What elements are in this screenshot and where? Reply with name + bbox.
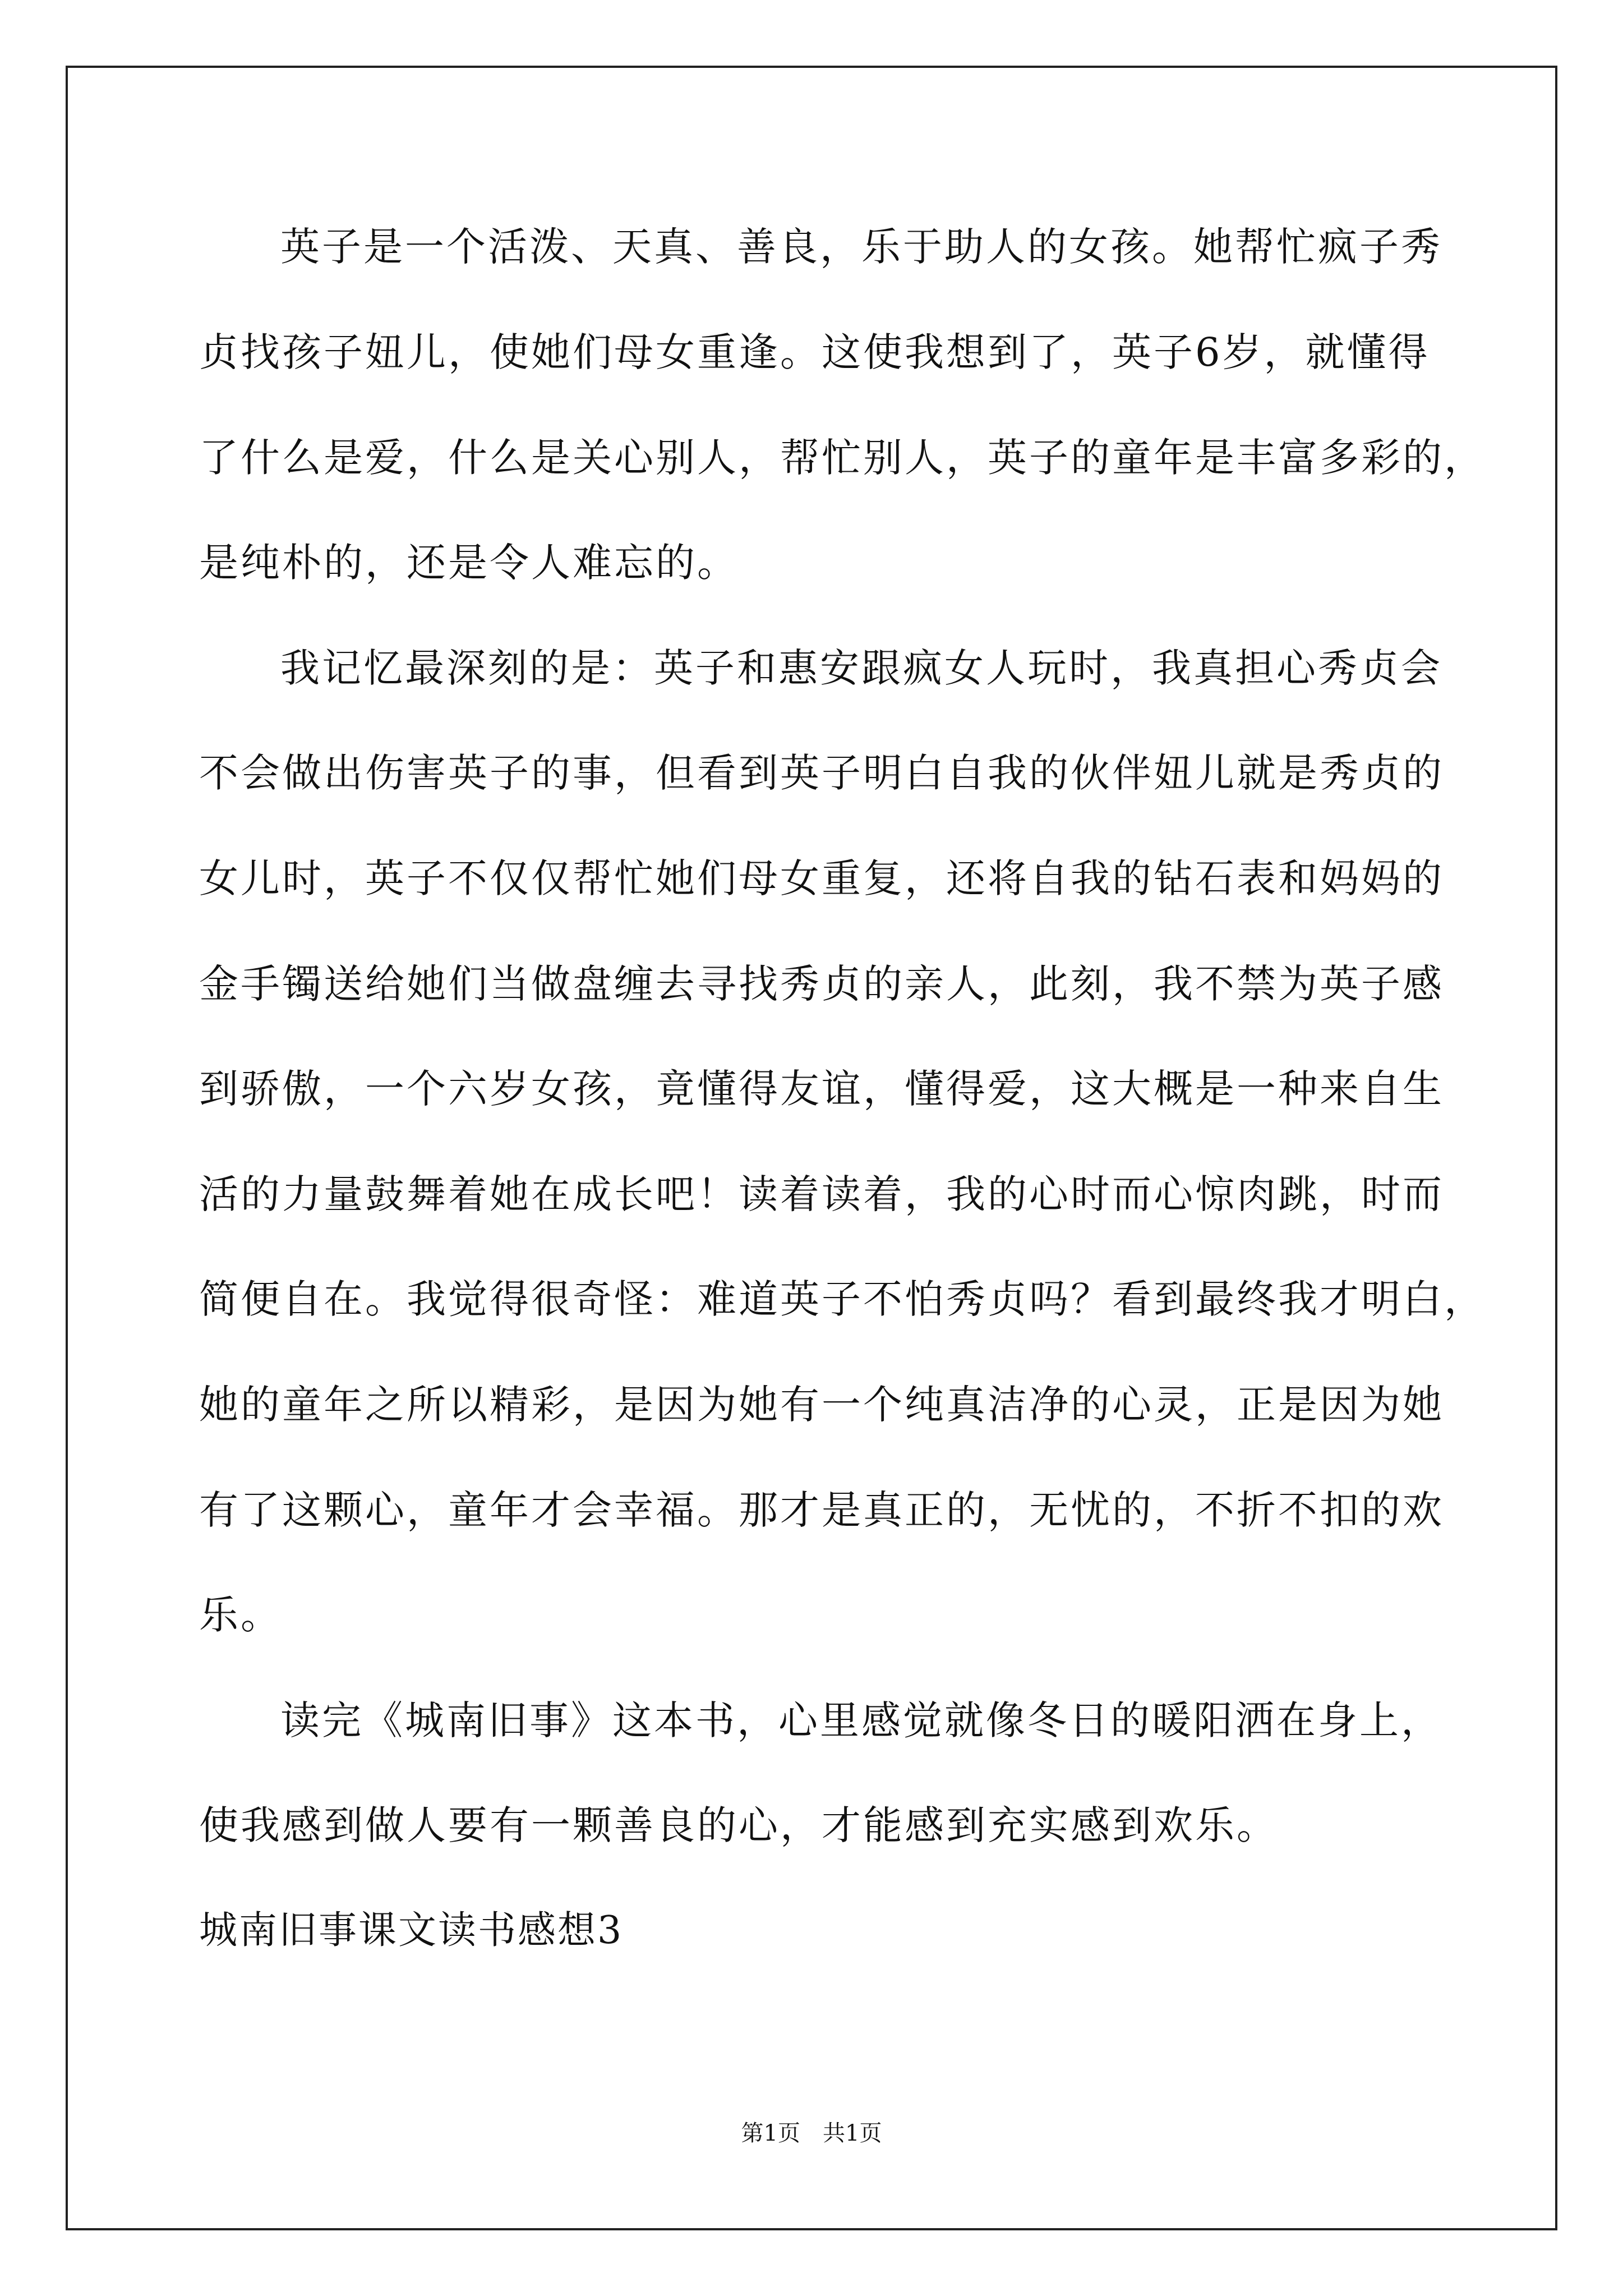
paragraph-2-line-5: 到骄傲，一个六岁女孩，竟懂得友谊，懂得爱，这大概是一种来自生 <box>199 1066 1444 1112</box>
paragraph-1-line-2: 贞找孩子妞儿，使她们母女重逢。这使我想到了，英子6岁，就懂得 <box>199 329 1430 375</box>
page-number-footer: 第1页 共1页 <box>741 2120 882 2146</box>
paragraph-2-line-2: 不会做出伤害英子的事，但看到英子明白自我的伙伴妞儿就是秀贞的 <box>199 750 1444 796</box>
section-heading: 城南旧事课文读书感想3 <box>199 1908 624 1953</box>
paragraph-2-line-8: 她的童年之所以精彩，是因为她有一个纯真洁净的心灵，正是因为她 <box>199 1382 1444 1428</box>
paragraph-1-line-3: 了什么是爱，什么是关心别人，帮忙别人，英子的童年是丰富多彩的， <box>199 435 1486 481</box>
paragraph-3-line-1: 读完《城南旧事》这本书，心里感觉就像冬日的暖阳洒在身上， <box>280 1697 1442 1743</box>
paragraph-2-line-4: 金手镯送给她们当做盘缠去寻找秀贞的亲人，此刻，我不禁为英子感 <box>199 961 1444 1007</box>
paragraph-2-line-7: 简便自在。我觉得很奇怪：难道英子不怕秀贞吗？看到最终我才明白， <box>199 1276 1486 1322</box>
paragraph-2-line-3: 女儿时，英子不仅仅帮忙她们母女重复，还将自我的钻石表和妈妈的 <box>199 855 1444 901</box>
paragraph-2-line-10: 乐。 <box>199 1592 282 1638</box>
paragraph-3-line-2: 使我感到做人要有一颗善良的心，才能感到充实感到欢乐。 <box>199 1802 1278 1848</box>
paragraph-2-line-6: 活的力量鼓舞着她在成长吧！读着读着，我的心时而心惊肉跳，时而 <box>199 1171 1444 1217</box>
paragraph-2-line-9: 有了这颗心，童年才会幸福。那才是真正的，无忧的，不折不扣的欢 <box>199 1487 1444 1533</box>
paragraph-2-line-1: 我记忆最深刻的是：英子和惠安跟疯女人玩时，我真担心秀贞会 <box>280 645 1442 691</box>
paragraph-1-line-1: 英子是一个活泼、天真、善良，乐于助人的女孩。她帮忙疯子秀 <box>280 224 1442 270</box>
paragraph-1-line-4: 是纯朴的，还是令人难忘的。 <box>199 540 739 586</box>
